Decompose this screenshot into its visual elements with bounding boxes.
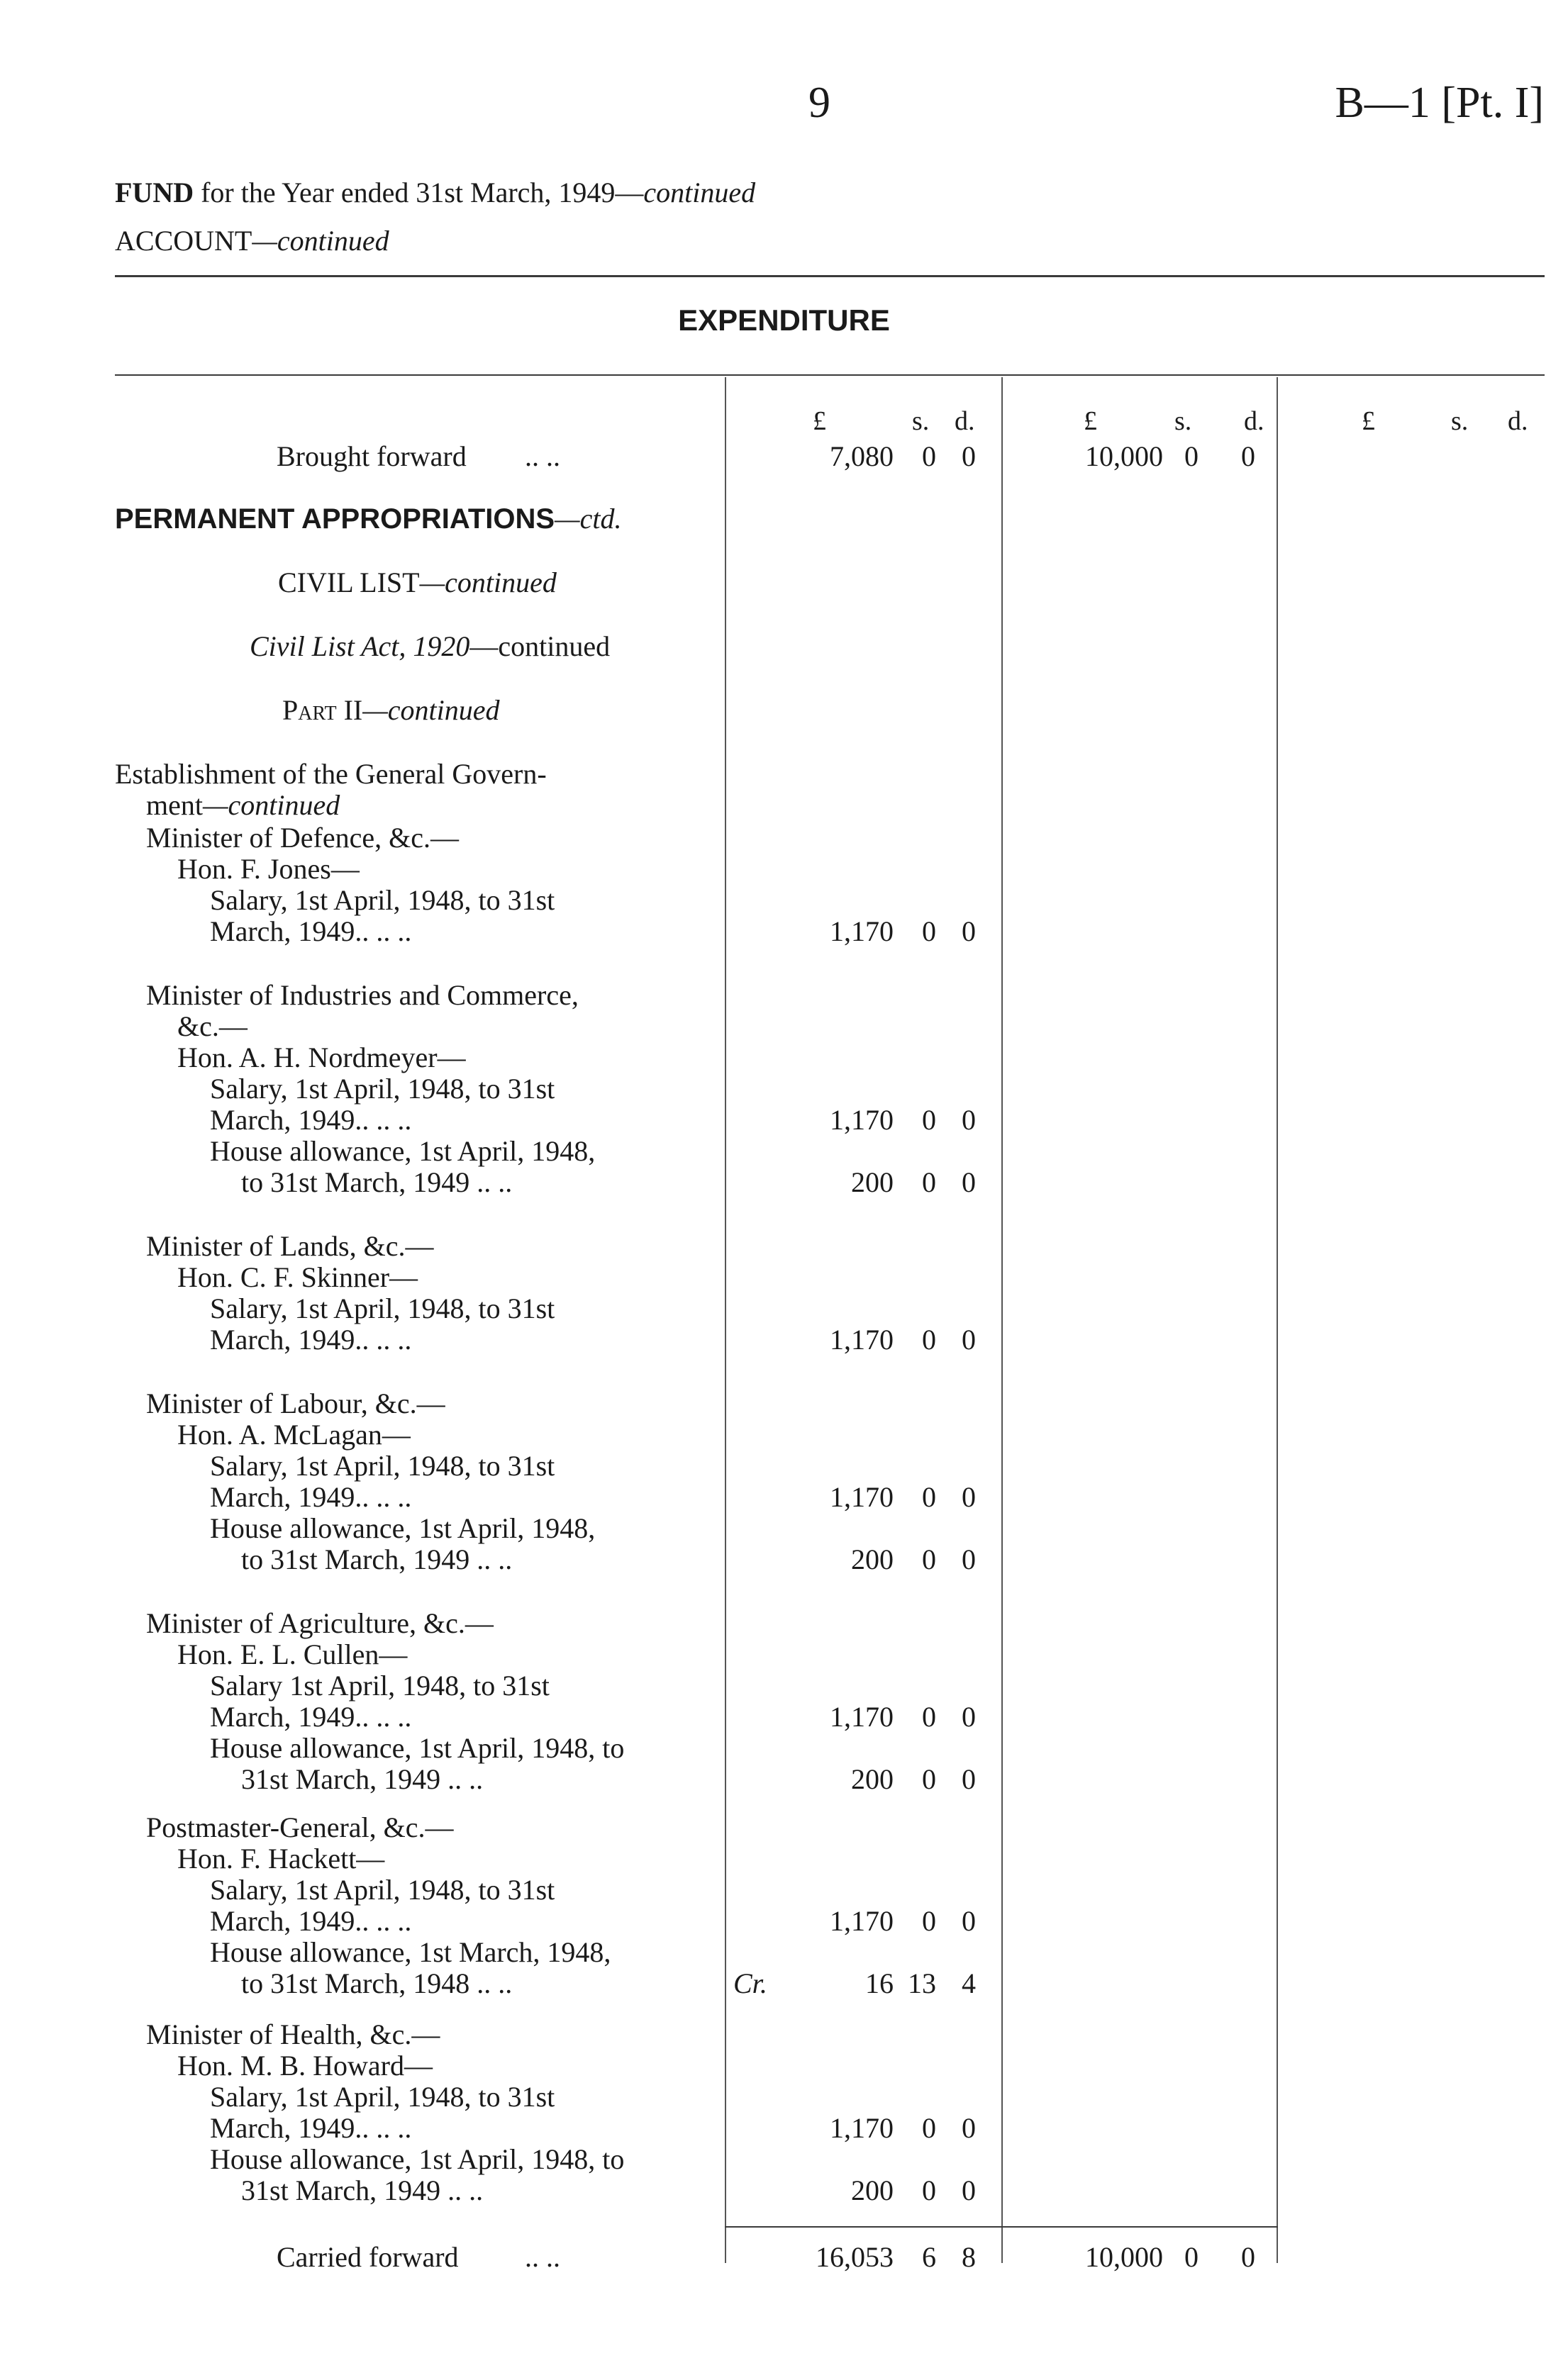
entry-lands-salary2: March, 1949.. .. .. [210,1324,412,1356]
entry-agriculture-house1: House allowance, 1st April, 1948, to [210,1732,625,1764]
health-salary-shillings: 0 [922,2112,936,2144]
agriculture-house-shillings: 0 [922,1763,936,1795]
entry-labour-hon: Hon. A. McLagan— [177,1419,411,1451]
heading-permanent-appropriations [115,502,621,535]
bf-col2-pence: 0 [1241,440,1255,472]
column-rule-3 [1277,377,1278,2263]
agriculture-salary-shillings: 0 [922,1701,936,1733]
labour-salary-pounds: 1,170 [830,1481,894,1513]
labour-house-pounds: 200 [851,1543,894,1575]
entry-labour-house2: to 31st March, 1949 .. .. [241,1543,513,1575]
entry-postmaster-title: Postmaster-General, &c.— [146,1811,454,1843]
header-line-2 [115,224,389,257]
lands-salary-pence: 0 [962,1324,976,1356]
cf-col1-pounds: 16,053 [816,2241,894,2273]
heading-pa-ctd: —ctd. [555,503,622,535]
col3-pounds-head: £ [1362,406,1375,436]
heading-civil-list-continued: —continued [419,566,557,598]
header-continued: continued [643,177,756,208]
defence-salary-shillings: 0 [922,915,936,947]
entry-defence-hon: Hon. F. Jones— [177,853,360,885]
agriculture-salary-pence: 0 [962,1701,976,1733]
top-rule [115,275,1545,277]
entry-health-title: Minister of Health, &c.— [146,2018,440,2050]
col3-pence-head: d. [1508,406,1528,436]
entry-postmaster-salary1: Salary, 1st April, 1948, to 31st [210,1874,555,1906]
bf-col2-pounds: 10,000 [1085,440,1163,472]
heading-civil-list-text: CIVIL LIST [278,566,420,598]
entry-postmaster-salary2: March, 1949.. .. .. [210,1905,412,1937]
header-fund: FUND [115,177,194,208]
cf-col2-shillings: 0 [1184,2241,1199,2273]
entry-industries-etc: &c.— [177,1010,248,1042]
entry-health-hon: Hon. M. B. Howard— [177,2050,433,2082]
lands-salary-pounds: 1,170 [830,1324,894,1356]
entry-health-salary1: Salary, 1st April, 1948, to 31st [210,2081,555,2113]
industries-salary-shillings: 0 [922,1104,936,1136]
column-rule-2 [1001,377,1003,2263]
entry-postmaster-house2: to 31st March, 1948 .. .. [241,1967,513,1999]
postmaster-salary-pence: 0 [962,1905,976,1937]
heading-civil-list-act [250,630,610,663]
agriculture-house-pounds: 200 [851,1763,894,1795]
entry-agriculture-house2: 31st March, 1949 .. .. [241,1763,484,1795]
lands-salary-shillings: 0 [922,1324,936,1356]
industries-house-pence: 0 [962,1166,976,1198]
col2-pounds-head: £ [1084,406,1097,436]
health-salary-pence: 0 [962,2112,976,2144]
entry-industries-salary1: Salary, 1st April, 1948, to 31st [210,1073,555,1105]
heading-establishment-line2 [146,788,340,822]
cf-col2-pence: 0 [1241,2241,1255,2273]
industries-salary-pounds: 1,170 [830,1104,894,1136]
entry-labour-title: Minister of Labour, &c.— [146,1387,445,1419]
postmaster-house-shillings: 13 [908,1967,936,1999]
labour-salary-shillings: 0 [922,1481,936,1513]
header-account: ACCOUNT [115,225,252,257]
entry-labour-salary1: Salary, 1st April, 1948, to 31st [210,1450,555,1482]
heading-part-ii [282,693,500,727]
carried-forward-label: Carried forward [277,2241,459,2273]
document-reference: B—1 [Pt. I] [1335,79,1544,127]
col1-shillings-head: s. [912,406,930,436]
entry-industries-hon: Hon. A. H. Nordmeyer— [177,1041,466,1073]
entry-postmaster-hon: Hon. F. Hackett— [177,1843,385,1875]
col3-shillings-head: s. [1451,406,1469,436]
section-rule [115,374,1545,376]
labour-house-pence: 0 [962,1543,976,1575]
heading-establishment-ment: ment [146,789,203,821]
postmaster-credit-mark: Cr. [733,1967,767,1999]
bf-col1-pence: 0 [962,440,976,472]
header-account-continued: —continued [252,225,389,257]
entry-industries-house1: House allowance, 1st April, 1948, [210,1135,596,1167]
entry-health-house1: House allowance, 1st April, 1948, to [210,2143,625,2175]
industries-salary-pence: 0 [962,1104,976,1136]
heading-civil-list [278,566,557,599]
entry-agriculture-title: Minister of Agriculture, &c.— [146,1607,494,1639]
health-salary-pounds: 1,170 [830,2112,894,2144]
col1-pence-head: d. [955,406,975,436]
postmaster-salary-shillings: 0 [922,1905,936,1937]
entry-lands-hon: Hon. C. F. Skinner— [177,1261,418,1293]
entry-lands-title: Minister of Lands, &c.— [146,1230,434,1262]
entry-health-salary2: March, 1949.. .. .. [210,2112,412,2144]
entry-agriculture-salary1: Salary 1st April, 1948, to 31st [210,1670,550,1702]
entry-agriculture-salary2: March, 1949.. .. .. [210,1701,412,1733]
heading-part-text: Part II [282,694,363,726]
entry-industries-house2: to 31st March, 1949 .. .. [241,1166,513,1198]
heading-part-continued: —continued [362,694,500,726]
cf-col1-shillings: 6 [922,2241,936,2273]
brought-forward-label: Brought forward [277,440,467,472]
heading-pa-text: PERMANENT APPROPRIATIONS [115,503,555,535]
heading-establishment-line1: Establishment of the General Govern- [115,758,547,790]
entry-health-house2: 31st March, 1949 .. .. [241,2174,484,2206]
cf-col1-pence: 8 [962,2241,976,2273]
header-line-1 [115,176,755,209]
entry-industries-salary2: March, 1949.. .. .. [210,1104,412,1136]
entry-labour-house1: House allowance, 1st April, 1948, [210,1512,596,1544]
industries-house-shillings: 0 [922,1166,936,1198]
entry-agriculture-hon: Hon. E. L. Cullen— [177,1638,408,1670]
defence-salary-pence: 0 [962,915,976,947]
brought-forward-dots: .. .. [525,440,560,472]
heading-establishment-continued: —continued [202,789,340,821]
postmaster-house-pounds: 16 [865,1967,894,1999]
col1-pounds-head: £ [813,406,826,436]
column-rule-1 [725,377,726,2263]
labour-salary-pence: 0 [962,1481,976,1513]
col2-pence-head: d. [1244,406,1264,436]
page-number: 9 [808,79,830,127]
cf-col2-pounds: 10,000 [1085,2241,1163,2273]
bf-col1-shillings: 0 [922,440,936,472]
postmaster-salary-pounds: 1,170 [830,1905,894,1937]
labour-house-shillings: 0 [922,1543,936,1575]
header-year: for the Year ended 31st March, 1949— [194,177,644,208]
entry-postmaster-house1: House allowance, 1st March, 1948, [210,1936,611,1968]
bf-col1-pounds: 7,080 [830,440,894,472]
entry-industries-title: Minister of Industries and Commerce, [146,979,579,1011]
defence-salary-pounds: 1,170 [830,915,894,947]
col2-shillings-head: s. [1174,406,1192,436]
bf-col2-shillings: 0 [1184,440,1199,472]
section-title: EXPENDITURE [678,303,890,337]
agriculture-salary-pounds: 1,170 [830,1701,894,1733]
entry-defence-salary2: March, 1949.. .. .. [210,915,412,947]
entry-labour-salary2: March, 1949.. .. .. [210,1481,412,1513]
postmaster-house-pence: 4 [962,1967,976,1999]
agriculture-house-pence: 0 [962,1763,976,1795]
heading-act-title: Civil List Act, 1920 [250,630,470,662]
health-house-pence: 0 [962,2174,976,2206]
health-house-shillings: 0 [922,2174,936,2206]
health-house-pounds: 200 [851,2174,894,2206]
entry-defence-salary1: Salary, 1st April, 1948, to 31st [210,884,555,916]
carried-forward-dots: .. .. [525,2241,560,2273]
entry-lands-salary1: Salary, 1st April, 1948, to 31st [210,1292,555,1324]
total-rule [725,2226,1278,2228]
industries-house-pounds: 200 [851,1166,894,1198]
entry-defence-title: Minister of Defence, &c.— [146,822,459,854]
heading-act-continued: —continued [469,630,611,662]
